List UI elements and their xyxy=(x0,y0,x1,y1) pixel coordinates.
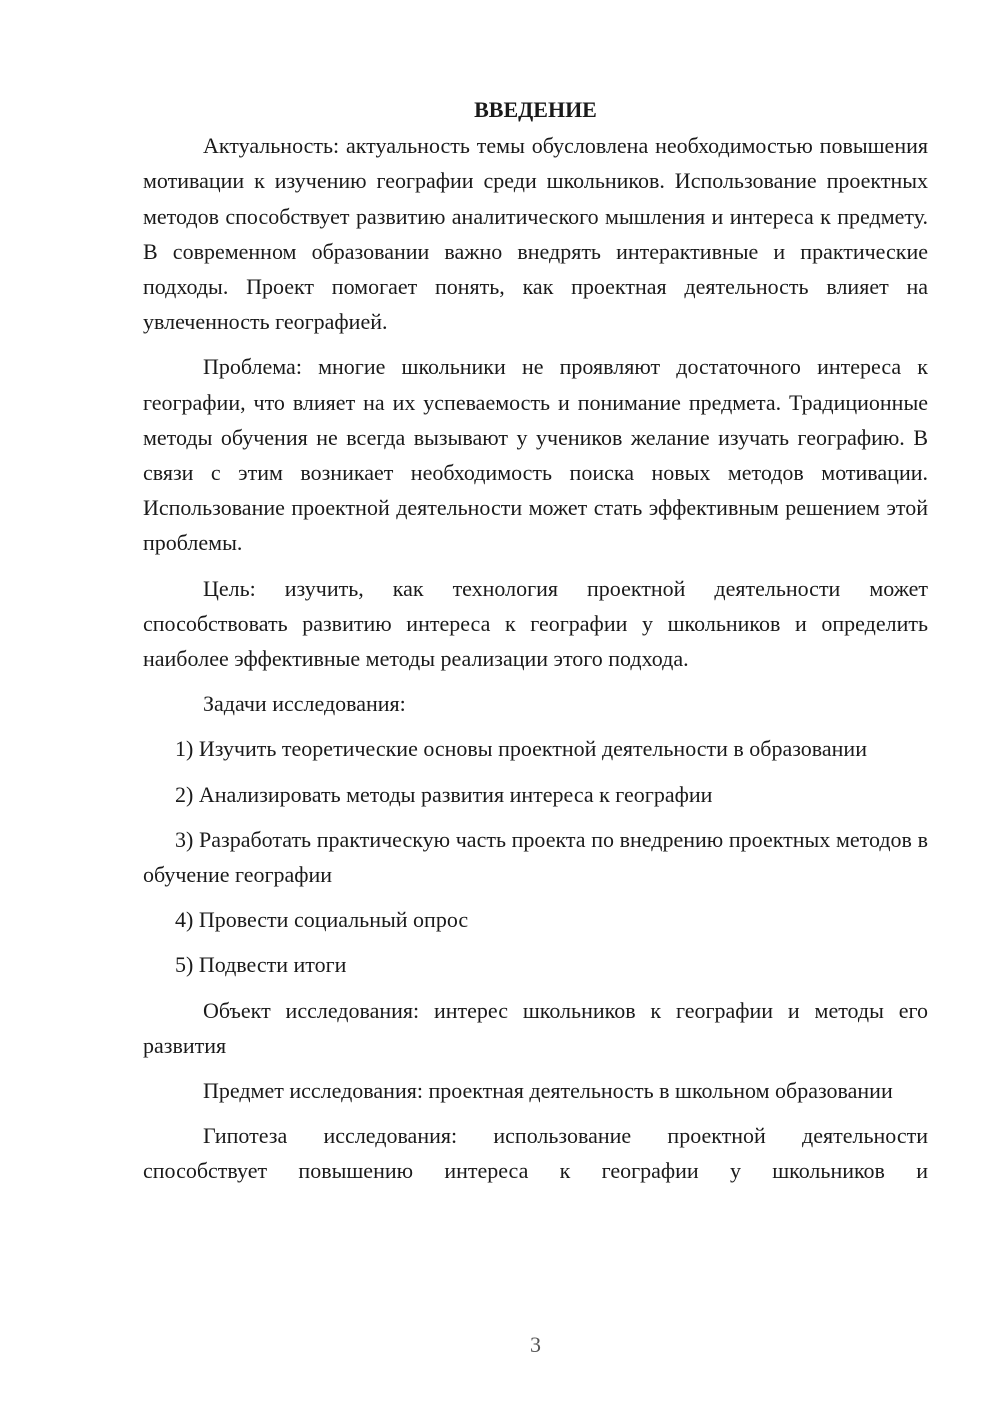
section-heading: ВВЕДЕНИЕ xyxy=(474,97,597,122)
paragraph-relevance: Актуальность: актуальность темы обусловлена необходимостью повышения мотивации к изучению географии среди школьников. Использование проектных методов способствует развитию аналитического мышления и интереса к предмету. В современном образовании важно внедрять интерактивные и практические подходы. Проект помогает понять, как проектная деятельность влияет на увлеченность географией. xyxy=(143,133,928,335)
tasks-title: Задачи исследования: xyxy=(203,691,406,717)
task-item-4: 4) Провести социальный опрос xyxy=(175,907,469,933)
task-item-2: 2) Анализировать методы развития интереса к географии xyxy=(175,781,713,807)
paragraph-hypothesis: Гипотеза исследования: использование проектной деятельности способствует повышению интереса к географии у школьников и xyxy=(143,1123,928,1184)
task-item-3: 3) Разработать практическую часть проекта по внедрению проектных методов в обучение географии xyxy=(143,826,928,888)
paragraph-subject: Предмет исследования: проектная деятельность в школьном образовании xyxy=(203,1078,893,1104)
page-number: 3 xyxy=(530,1332,541,1357)
document-page xyxy=(143,92,928,1199)
paragraph-goal: Цель: изучить, как технология проектной деятельности может способствовать развитию интереса к географии у школьников и определить наиболее эффективные методы реализации этого подхода. xyxy=(143,575,928,672)
paragraph-object: Объект исследования: интерес школьников к географии и методы его развития xyxy=(143,997,928,1058)
paragraph-problem: Проблема: многие школьники не проявляют достаточного интереса к географии, что влияет на их успеваемость и понимание предмета. Традиционные методы обучения не всегда вызывают у учеников желание изучать географию. В связи с этим возникает необходимость поиска новых методов мотивации. Использование проектной деятельности может стать эффективным решением этой проблемы. xyxy=(143,354,928,556)
task-item-5: 5) Подвести итоги xyxy=(175,952,347,978)
task-item-1: 1) Изучить теоретические основы проектной деятельности в образовании xyxy=(175,736,867,762)
